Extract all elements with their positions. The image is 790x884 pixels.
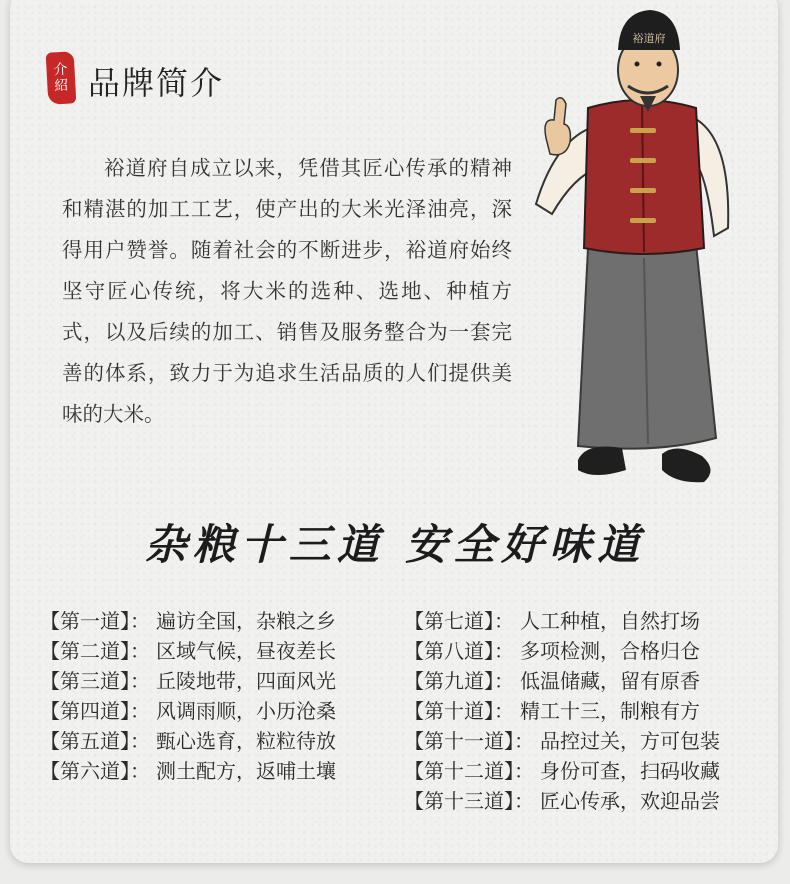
principle-label: 【第十道】：	[404, 699, 514, 723]
seal-char-2: 紹	[54, 77, 69, 95]
thumb-up-hand	[545, 98, 570, 155]
right-shoe	[662, 448, 711, 482]
principle-label: 【第十二道】：	[404, 759, 534, 783]
list-item	[40, 696, 336, 726]
principle-label: 【第五道】：	[40, 729, 150, 753]
principle-text: 风调雨顺，小历沧桑	[156, 699, 336, 723]
list-item	[40, 756, 336, 786]
list-item	[404, 786, 720, 816]
principle-text: 人工种植，自然打场	[520, 609, 700, 633]
principle-text: 低温储藏，留有原香	[520, 669, 700, 693]
list-item	[40, 636, 336, 666]
principle-text: 匠心传承，欢迎品尝	[540, 789, 720, 813]
brand-intro-paragraph: 裕道府自成立以来，凭借其匠心传承的精神和精湛的加工工艺，使产出的大米光泽油亮，深得用户赞誉。随着社会的不断进步，裕道府始终坚守匠心传统，将大米的选种、选地、种植方式，以及后续的加工、销售及服务整合为一套完善的体系，致力于为追求生活品质的人们提供美味的大米。	[62, 156, 512, 426]
list-item	[404, 696, 720, 726]
mascot-illustration	[526, 8, 746, 494]
principle-label: 【第二道】：	[40, 639, 150, 663]
principle-label: 【第十一道】：	[404, 729, 534, 753]
principle-text: 遍访全国，杂粮之乡	[156, 609, 336, 633]
list-item	[404, 756, 720, 786]
section-title: 品牌简介	[88, 64, 225, 102]
list-item	[40, 606, 336, 636]
list-item	[404, 606, 720, 636]
principle-label: 【第七道】：	[404, 609, 514, 633]
seal-char-1: 介	[53, 61, 68, 79]
list-item	[40, 666, 336, 696]
principles-left-list	[40, 606, 336, 786]
principle-text: 多项检测，合格归仓	[520, 639, 700, 663]
list-item	[404, 726, 720, 756]
principle-label: 【第八道】：	[404, 639, 514, 663]
principle-label: 【第九道】：	[404, 669, 514, 693]
list-item	[404, 636, 720, 666]
principle-label: 【第三道】：	[40, 669, 150, 693]
principle-text: 区域气候，昼夜差长	[156, 639, 336, 663]
principle-label: 【第四道】：	[40, 699, 150, 723]
principle-text: 丘陵地带，四面风光	[156, 669, 336, 693]
list-item	[40, 726, 336, 756]
principle-label: 【第六道】：	[40, 759, 150, 783]
principles-right-list	[404, 606, 720, 816]
principle-text: 测土配方，返哺土壤	[156, 759, 336, 783]
principle-label: 【第一道】：	[40, 609, 150, 633]
left-shoe	[578, 447, 626, 476]
principle-text: 品控过关，方可包装	[540, 729, 720, 753]
hat-label: 裕道府	[632, 32, 666, 45]
jieshao-seal-icon	[46, 51, 77, 104]
list-item	[404, 666, 720, 696]
principle-text: 甄心选育，粒粒待放	[156, 729, 336, 753]
principle-text: 精工十三，制粮有方	[520, 699, 700, 723]
principle-text: 身份可查，扫码收藏	[540, 759, 720, 783]
slogan-heading: 杂粮十三道 安全好味道	[144, 520, 646, 569]
principle-label: 【第十三道】：	[404, 789, 534, 813]
